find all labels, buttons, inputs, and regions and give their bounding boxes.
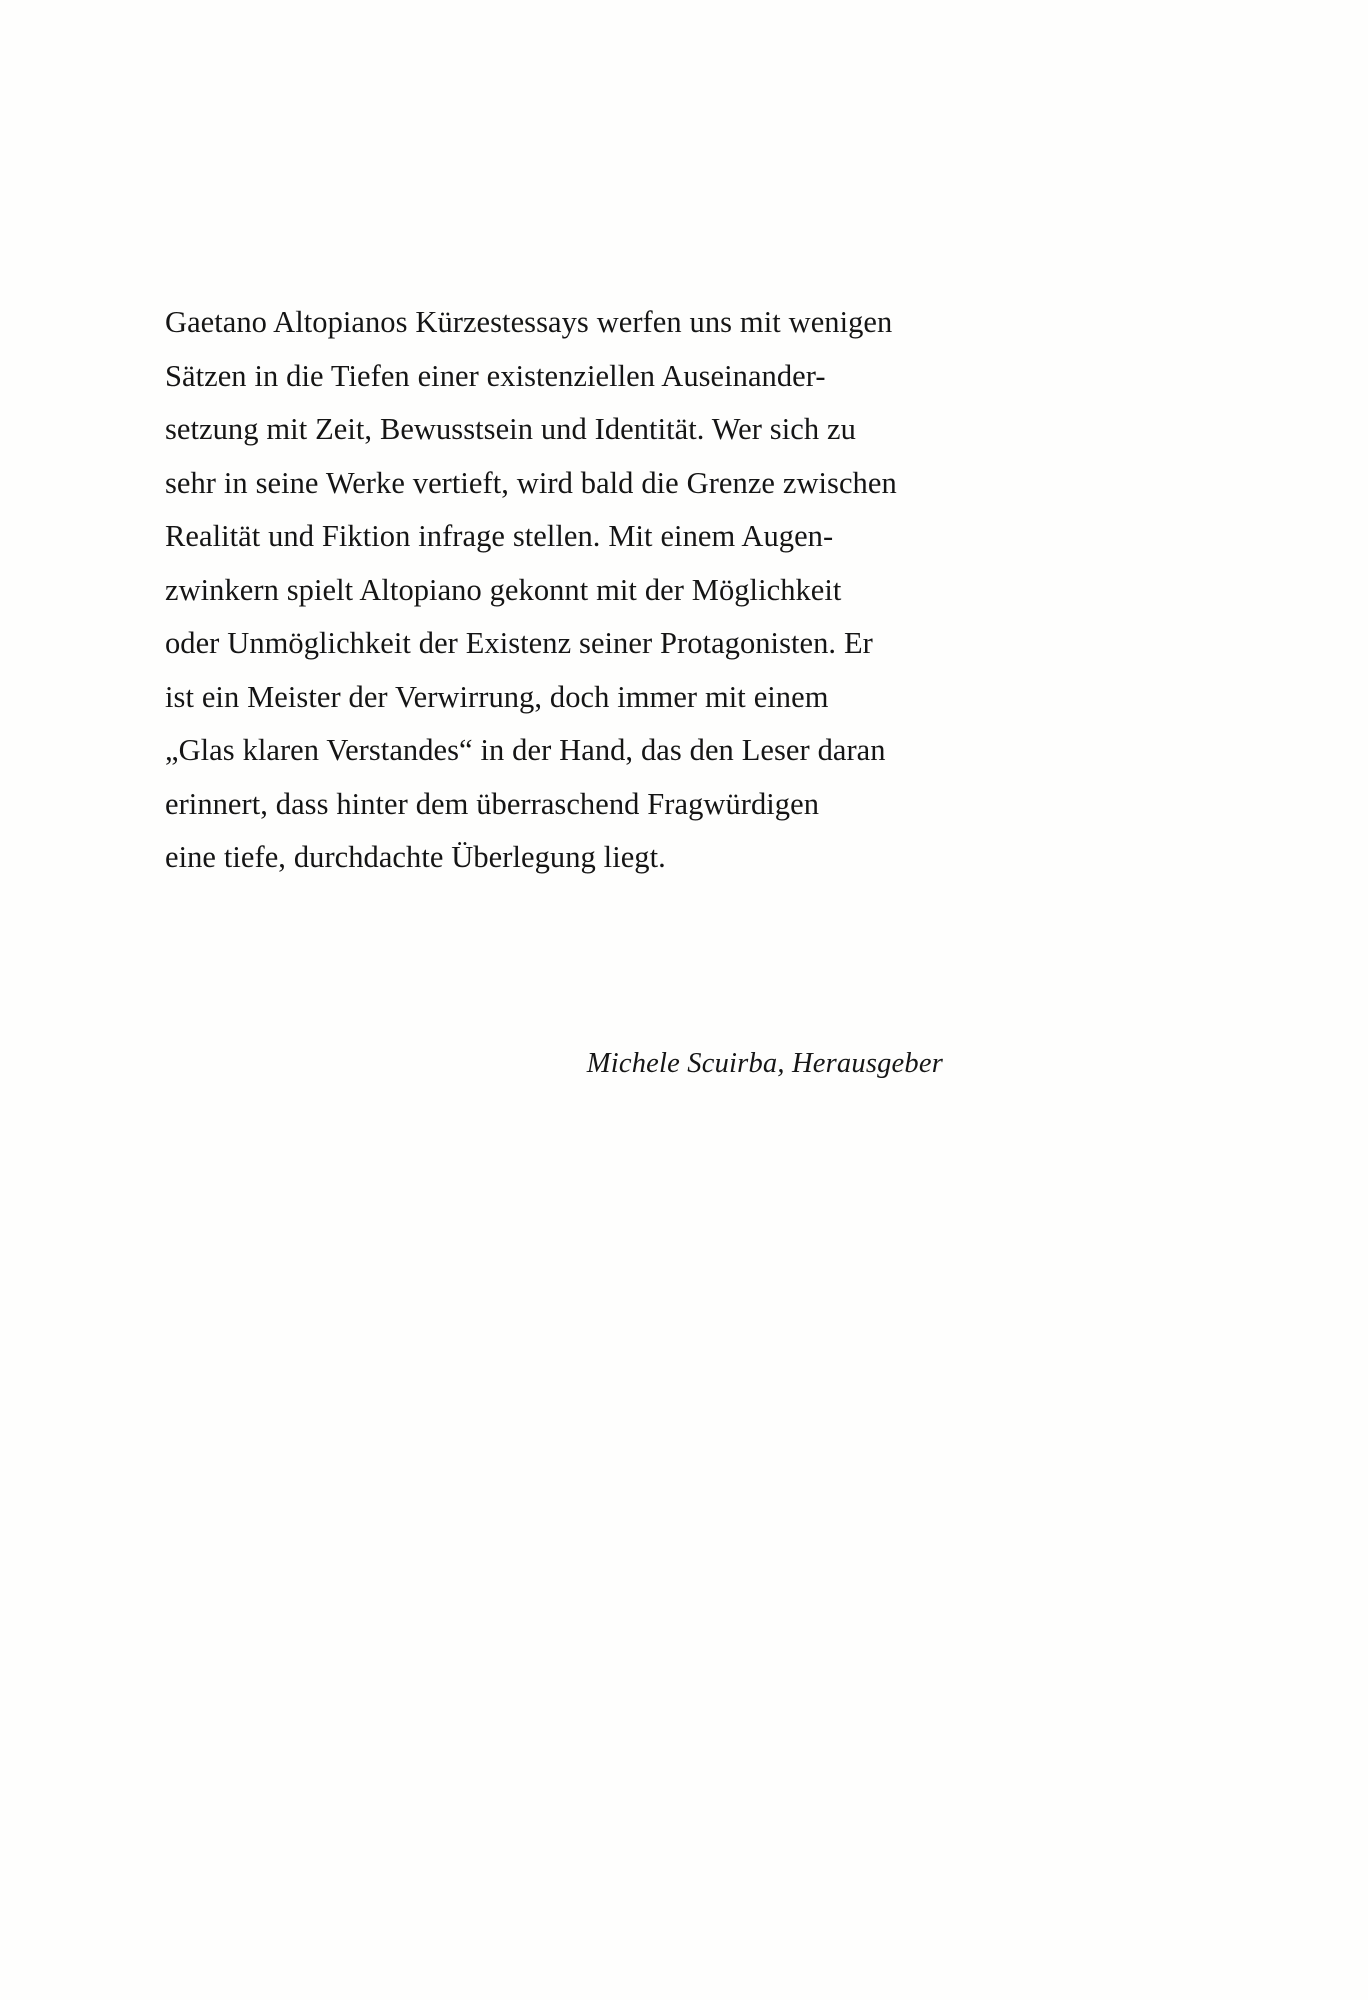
blurb-line: setzung mit Zeit, Bewusstsein und Identität. Wer sich zu <box>165 412 856 446</box>
attribution-block <box>165 1042 943 1086</box>
blurb-line: ist ein Meister der Verwirrung, doch immer mit einem <box>165 679 829 714</box>
blurb-text-block <box>165 296 943 885</box>
blurb-paragraph <box>165 296 943 885</box>
blurb-line: erinnert, dass hinter dem überraschend Fragwürdigen <box>165 786 819 821</box>
blurb-line: Realität und Fiktion infrage stellen. Mit einem Augen- <box>165 519 834 553</box>
blurb-line: Gaetano Altopianos Kürzestessays werfen uns mit wenigen <box>165 305 893 339</box>
attribution-text: Michele Scuirba, Herausgeber <box>586 1048 943 1079</box>
blurb-line: oder Unmöglichkeit der Existenz seiner Protagonisten. Er <box>165 626 873 660</box>
blurb-line: zwinkern spielt Altopiano gekonnt mit der Möglichkeit <box>165 572 842 607</box>
blurb-line: Sätzen in die Tiefen einer existenziellen Auseinander- <box>165 358 826 393</box>
blurb-line: sehr in seine Werke vertieft, wird bald die Grenze zwischen <box>165 465 897 500</box>
blurb-line: eine tiefe, durchdachte Überlegung liegt. <box>165 840 666 874</box>
blurb-line: „Glas klaren Verstandes“ in der Hand, das den Leser daran <box>165 733 886 767</box>
